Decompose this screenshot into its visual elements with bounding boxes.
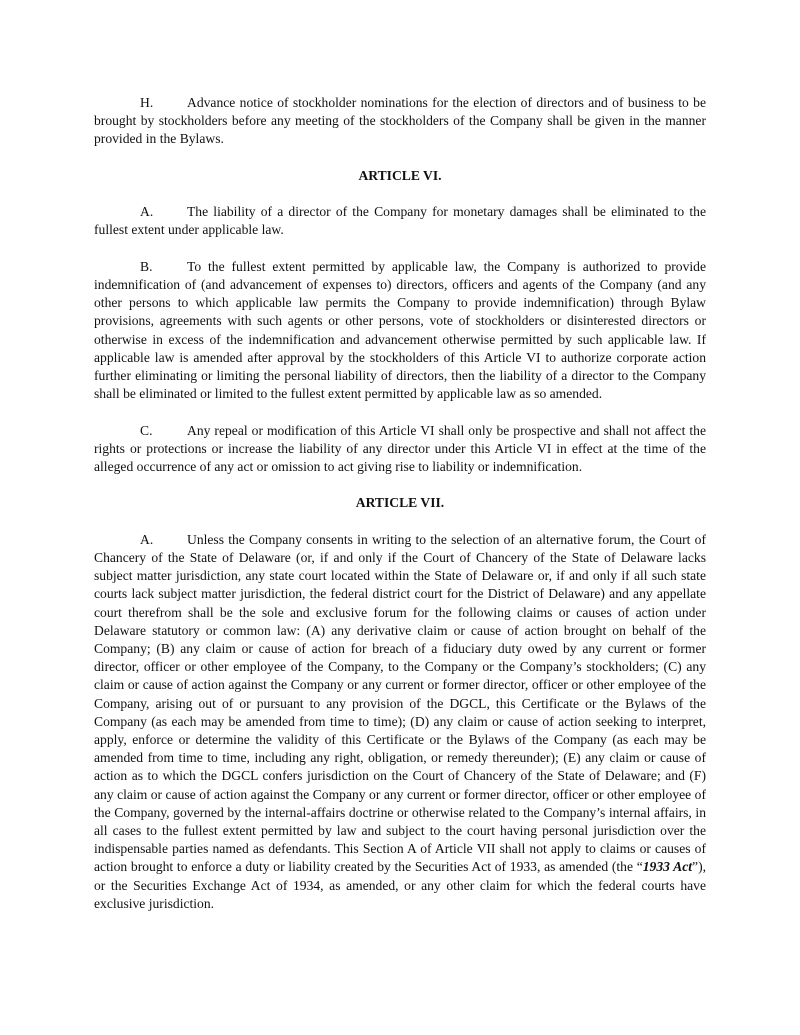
paragraph-text: Unless the Company consents in writing to the selection of an alternative forum, the Court of Chancery of the State of Delaware (or, if and only if the Court of Chancery of the State of Delaware lacks subject matter jurisdiction, any state court located within the State of Delaware or, if and only if all such state courts lack subject matter jurisdiction, the federal district court for the District of Delaware) and any appellate court therefrom shall be the sole and exclusive forum for the following claims or causes of action under Delaware statutory or common law: (A) any derivative claim or cause of action brought on behalf of the Company; (B) any claim or cause of action for breach of a fiduciary duty owed by any current or former director, officer or other employee of the Company, to the Company or the Company’s stockholders; (C) any claim or cause of action against the Company or any current or former director, officer or other employee of the Company, arising out of or pursuant to any provision of the DGCL, this Certificate or the Bylaws of the Company (as each may be amended from time to time); (D) any claim or cause of action seeking to interpret, apply, enforce or determine the validity of this Certificate or the Bylaws of the Company (as each may be amended from time to time, including any right, obligation, or remedy thereunder); (E) any claim or cause of action as to which the DGCL confers jurisdiction on the Court of Chancery of the State of Delaware; and (F) any claim or cause of action against the Company or any current or former director, officer or other employee of the Company, governed by the internal-affairs doctrine or otherwise related to the Company’s internal affairs, in all cases to the fullest extent permitted by law and subject to the court having personal jurisdiction over the indispensable parties named as defendants. This Section A of Article VII shall not apply to claims or causes of action brought to enforce a duty or liability created by the Securities Act of 1933, as amended (the “ (94, 531, 706, 875)
paragraph-text: Any repeal or modification of this Article VI shall only be prospective and shall not affect the rights or protections or increase the liability of any director under this Article VI in effect at the time of the alleged occurrence of any act or omission to act giving rise to liability or indemnification. (94, 422, 706, 474)
paragraph-label: A. (140, 204, 154, 220)
article-vii-heading: ARTICLE VII. (355, 495, 445, 511)
article-vi-paragraph-a (94, 203, 706, 239)
document-page (94, 94, 706, 931)
article-vi-heading: ARTICLE VI. (358, 167, 442, 183)
paragraph-text: To the fullest extent permitted by applicable law, the Company is authorized to provide indemnification of (and advancement of expenses to) directors, officers and agents of the Company (and any other persons to which applicable law permits the Company to provide indemnification) through Bylaw provisions, agreements with such agents or other persons, vote of stockholders or disinterested directors or otherwise in excess of the indemnification and advancement otherwise permitted by such applicable law. If applicable law is amended after approval by the stockholders of this Article VI to authorize corporate action further eliminating or limiting the personal liability of directors, then the liability of a director to the Company shall be eliminated or limited to the fullest extent permitted by applicable law as so amended. (94, 258, 706, 402)
paragraph-label: C. (140, 422, 153, 438)
article-vii-paragraph-a (94, 531, 706, 913)
paragraph-text: Advance notice of stockholder nominations for the election of directors and of business to be brought by stockholders before any meeting of the stockholders of the Company shall be given in the manner provided in the Bylaws. (94, 95, 706, 147)
paragraph-label: A. (140, 531, 154, 547)
paragraph-text: The liability of a director of the Company for monetary damages shall be eliminated to the fullest extent under applicable law. (94, 204, 706, 238)
defined-term: 1933 Act (642, 859, 693, 875)
paragraph-h (94, 94, 706, 149)
paragraph-label: H. (140, 95, 154, 110)
article-vi-paragraph-b (94, 258, 706, 404)
paragraph-label: B. (140, 258, 153, 274)
paragraph-text-continued: ”), or the Securities Exchange Act of 1934, as amended, or any other claim for which the federal courts have exclusive jurisdiction. (94, 859, 706, 911)
article-vi-paragraph-c (94, 422, 706, 477)
